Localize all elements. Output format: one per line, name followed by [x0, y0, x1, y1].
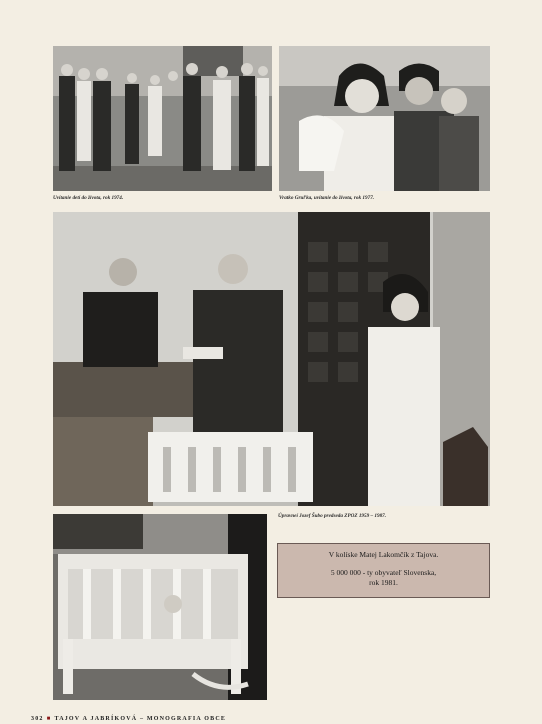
- info-line-1: V kolíske Matej Lakomčík z Tajova.: [328, 550, 439, 559]
- info-line-2b: rok 1981.: [369, 578, 398, 587]
- photo-cradle: [53, 514, 267, 700]
- footer-title: TAJOV A JABRÍKOVÁ – MONOGRAFIA OBCE: [54, 716, 227, 722]
- square-icon: ■: [46, 716, 52, 722]
- caption-photo-1: Uvítanie detí do života, rok 1974.: [53, 195, 124, 201]
- caption-photo-3: Úpravneí Jozef Šubo predseda ZPOZ 1959 – 1987.: [278, 513, 387, 519]
- page-footer: [31, 716, 226, 722]
- photo-family-1977: [279, 46, 490, 191]
- page-number: 302: [31, 716, 44, 722]
- info-box: [277, 543, 490, 598]
- caption-photo-2: Vratko Gruľka, uvítanie do života, rok 1977.: [279, 195, 375, 201]
- info-line-2a: 5 000 000 - ty obyvateľ Slovenska,: [330, 568, 437, 577]
- photo-group-1974: [53, 46, 272, 191]
- photo-ceremony: [53, 212, 490, 506]
- info-line-2: [278, 568, 489, 588]
